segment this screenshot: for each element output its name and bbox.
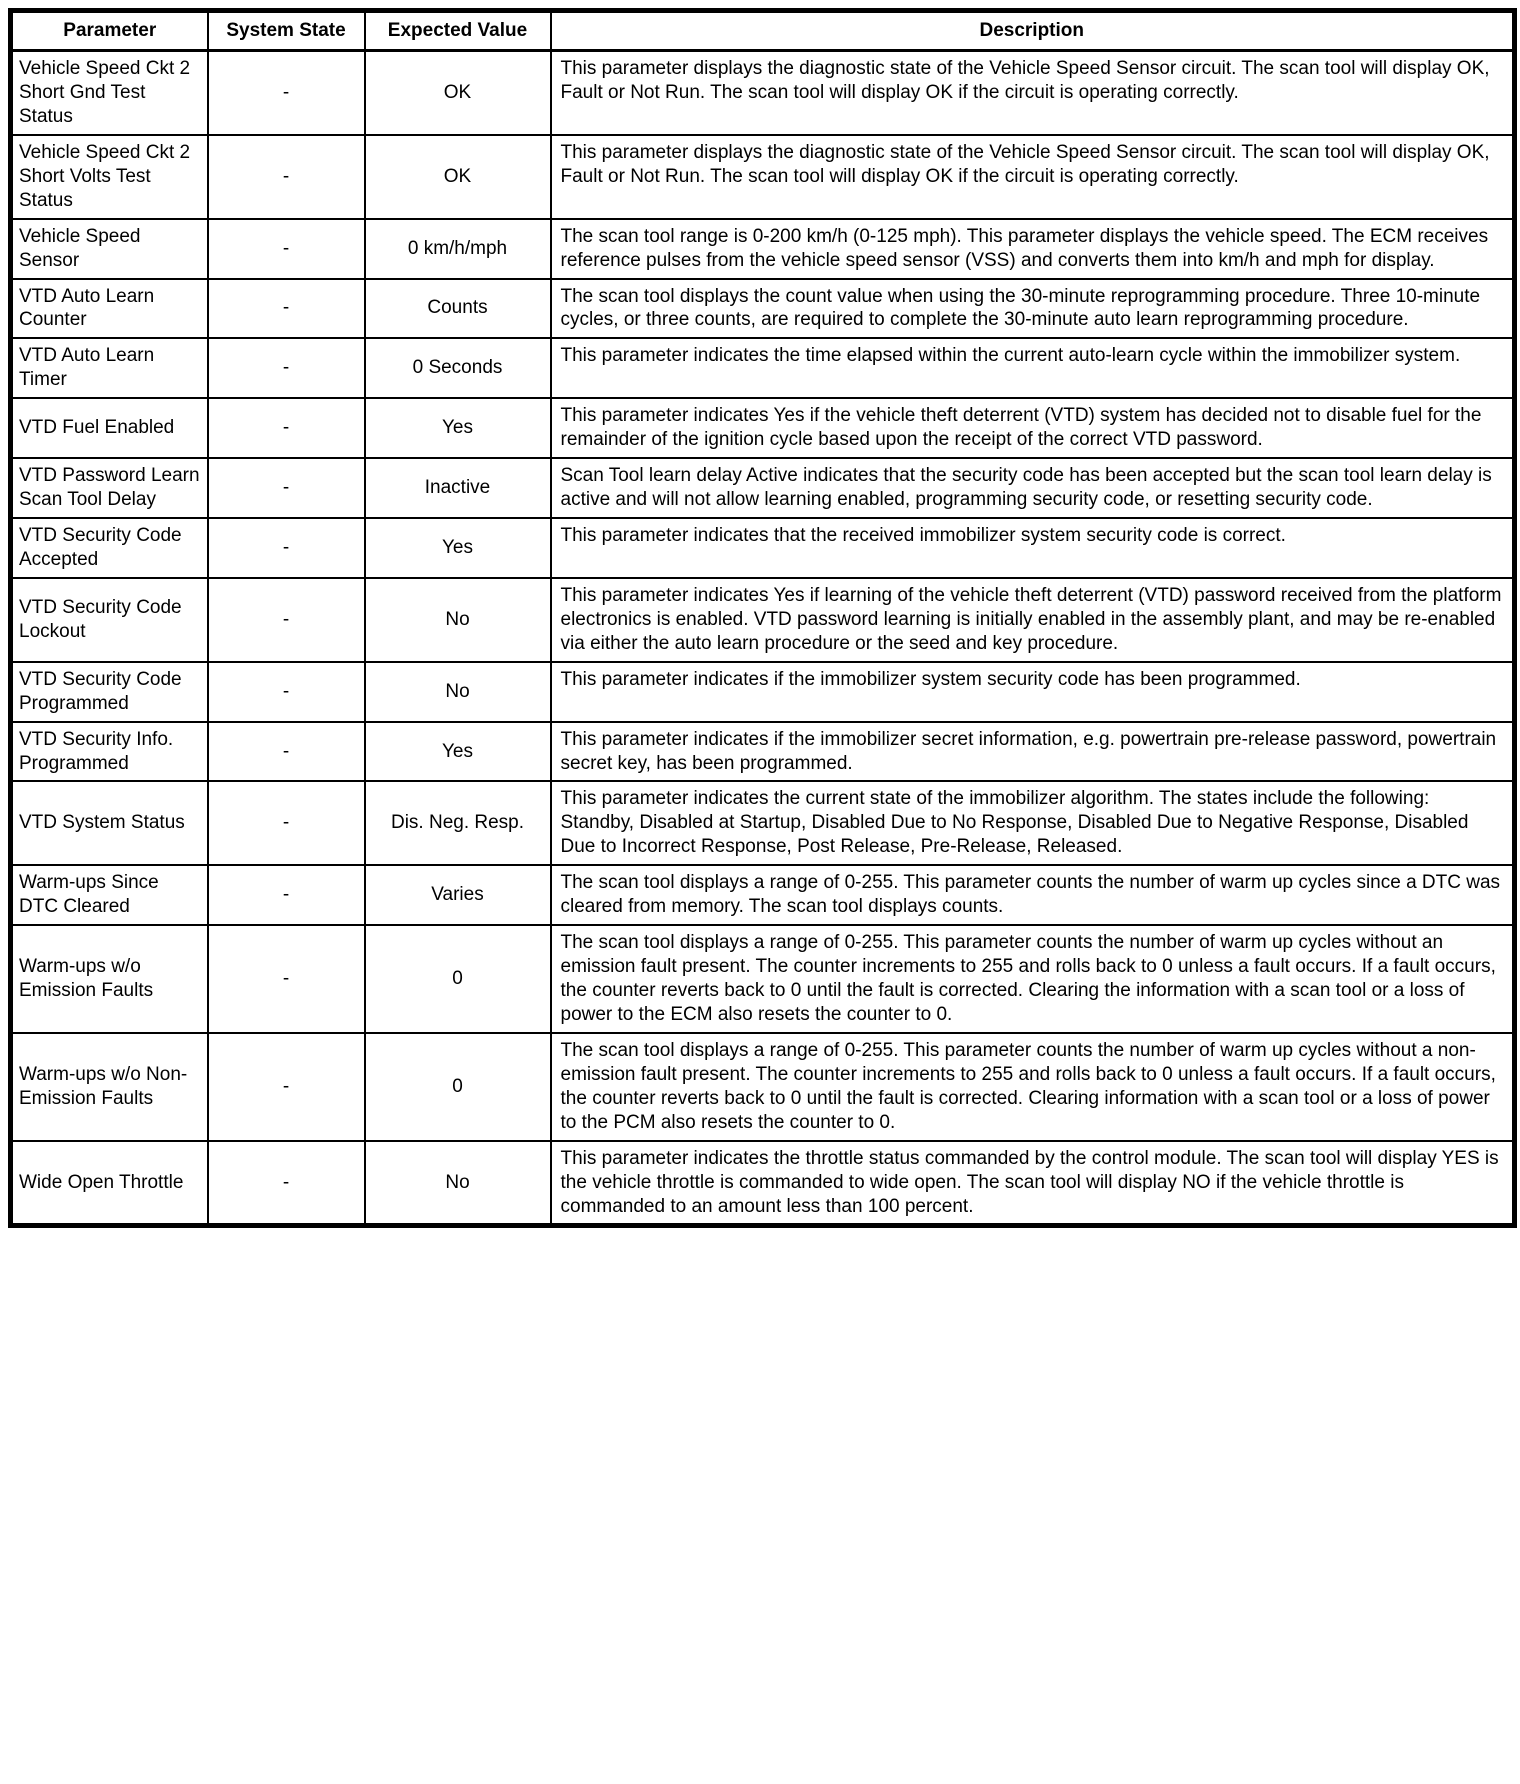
expected-value-cell: 0 <box>365 925 551 1033</box>
column-header-expected-value: Expected Value <box>365 11 551 51</box>
expected-value-cell: Yes <box>365 398 551 458</box>
description-cell: This parameter indicates Yes if the vehicle theft deterrent (VTD) system has decided not to disable fuel for the remainder of the ignition cycle based upon the receipt of the correct VTD password. <box>551 398 1515 458</box>
expected-value-cell: 0 <box>365 1033 551 1141</box>
column-header-parameter: Parameter <box>11 11 208 51</box>
parameter-cell: VTD Security Code Programmed <box>11 662 208 722</box>
table-row <box>11 219 1515 279</box>
column-header-system-state: System State <box>208 11 365 51</box>
system-state-cell: - <box>208 1033 365 1141</box>
system-state-cell: - <box>208 51 365 135</box>
expected-value-cell: 0 km/h/mph <box>365 219 551 279</box>
system-state-cell: - <box>208 1141 365 1226</box>
description-cell: This parameter displays the diagnostic state of the Vehicle Speed Sensor circuit. The scan tool will display OK, Fault or Not Run. The scan tool will display OK if the circuit is operating correctly. <box>551 135 1515 219</box>
parameter-cell: VTD Security Code Accepted <box>11 518 208 578</box>
description-cell: This parameter indicates the throttle status commanded by the control module. The scan tool will display YES is the vehicle throttle is commanded to wide open. The scan tool will display NO if the vehicle throttle is commanded to an amount less than 100 percent. <box>551 1141 1515 1226</box>
table-header <box>11 11 1515 51</box>
expected-value-cell: Varies <box>365 865 551 925</box>
table-row <box>11 279 1515 339</box>
parameter-cell: VTD Auto Learn Timer <box>11 338 208 398</box>
expected-value-cell: Inactive <box>365 458 551 518</box>
expected-value-cell: Counts <box>365 279 551 339</box>
system-state-cell: - <box>208 662 365 722</box>
system-state-cell: - <box>208 219 365 279</box>
table-row <box>11 925 1515 1033</box>
table-body <box>11 51 1515 1226</box>
parameter-cell: Vehicle Speed Sensor <box>11 219 208 279</box>
header-row <box>11 11 1515 51</box>
table-row <box>11 1033 1515 1141</box>
table-row <box>11 722 1515 782</box>
parameter-cell: Vehicle Speed Ckt 2 Short Volts Test Status <box>11 135 208 219</box>
description-cell: This parameter indicates Yes if learning of the vehicle theft deterrent (VTD) password received from the platform electronics is enabled. VTD password learning is initially enabled in the assembly plant, and may be re-enabled via either the auto learn procedure or the seed and key procedure. <box>551 578 1515 662</box>
parameter-cell: Warm-ups Since DTC Cleared <box>11 865 208 925</box>
table-row <box>11 781 1515 865</box>
description-cell: This parameter indicates the current state of the immobilizer algorithm. The states include the following: Standby, Disabled at Startup, Disabled Due to No Response, Disabled Due to Negative Response, Disabled Due to Incorrect Response, Post Release, Pre-Release, Released. <box>551 781 1515 865</box>
table-row <box>11 518 1515 578</box>
parameter-cell: VTD Password Learn Scan Tool Delay <box>11 458 208 518</box>
system-state-cell: - <box>208 722 365 782</box>
description-cell: This parameter indicates that the received immobilizer system security code is correct. <box>551 518 1515 578</box>
column-header-description: Description <box>551 11 1515 51</box>
table-row <box>11 338 1515 398</box>
description-cell: This parameter indicates the time elapsed within the current auto-learn cycle within the immobilizer system. <box>551 338 1515 398</box>
parameter-cell: Wide Open Throttle <box>11 1141 208 1226</box>
system-state-cell: - <box>208 458 365 518</box>
table-row <box>11 51 1515 135</box>
table-row <box>11 1141 1515 1226</box>
expected-value-cell: 0 Seconds <box>365 338 551 398</box>
system-state-cell: - <box>208 398 365 458</box>
description-cell: The scan tool displays a range of 0-255. This parameter counts the number of warm up cycles since a DTC was cleared from memory. The scan tool displays counts. <box>551 865 1515 925</box>
expected-value-cell: Dis. Neg. Resp. <box>365 781 551 865</box>
expected-value-cell: Yes <box>365 518 551 578</box>
parameter-cell: VTD Fuel Enabled <box>11 398 208 458</box>
parameter-cell: VTD Security Code Lockout <box>11 578 208 662</box>
system-state-cell: - <box>208 925 365 1033</box>
system-state-cell: - <box>208 338 365 398</box>
scan-tool-data-table <box>8 8 1517 1228</box>
table-row <box>11 578 1515 662</box>
expected-value-cell: OK <box>365 135 551 219</box>
parameter-cell: VTD System Status <box>11 781 208 865</box>
expected-value-cell: OK <box>365 51 551 135</box>
system-state-cell: - <box>208 781 365 865</box>
system-state-cell: - <box>208 865 365 925</box>
description-cell: The scan tool displays a range of 0-255. This parameter counts the number of warm up cycles without a non-emission fault present. The counter increments to 255 and rolls back to 0 unless a fault occurs. If a fault occurs, the counter reverts back to 0 until the fault is corrected. Clearing information with a scan tool or a loss of power to the PCM also resets the counter to 0. <box>551 1033 1515 1141</box>
description-cell: The scan tool range is 0-200 km/h (0-125 mph). This parameter displays the vehicle speed. The ECM receives reference pulses from the vehicle speed sensor (VSS) and converts them into km/h and mph for display. <box>551 219 1515 279</box>
description-cell: The scan tool displays the count value when using the 30-minute reprogramming procedure. Three 10-minute cycles, or three counts, are required to complete the 30-minute auto learn reprogramming procedure. <box>551 279 1515 339</box>
expected-value-cell: No <box>365 578 551 662</box>
expected-value-cell: Yes <box>365 722 551 782</box>
system-state-cell: - <box>208 518 365 578</box>
description-cell: This parameter indicates if the immobilizer system security code has been programmed. <box>551 662 1515 722</box>
system-state-cell: - <box>208 135 365 219</box>
parameter-cell: Warm-ups w/o Non-Emission Faults <box>11 1033 208 1141</box>
expected-value-cell: No <box>365 1141 551 1226</box>
description-cell: Scan Tool learn delay Active indicates that the security code has been accepted but the scan tool learn delay is active and will not allow learning enabled, programming security code, or resetting security code. <box>551 458 1515 518</box>
table-row <box>11 135 1515 219</box>
table-row <box>11 865 1515 925</box>
parameter-cell: Vehicle Speed Ckt 2 Short Gnd Test Status <box>11 51 208 135</box>
system-state-cell: - <box>208 279 365 339</box>
expected-value-cell: No <box>365 662 551 722</box>
table-row <box>11 662 1515 722</box>
system-state-cell: - <box>208 578 365 662</box>
table-row <box>11 398 1515 458</box>
table-row <box>11 458 1515 518</box>
description-cell: The scan tool displays a range of 0-255. This parameter counts the number of warm up cycles without an emission fault present. The counter increments to 255 and rolls back to 0 unless a fault occurs. If a fault occurs, the counter reverts back to 0 until the fault is corrected. Clearing the information with a scan tool or a loss of power to the ECM also resets the counter to 0. <box>551 925 1515 1033</box>
parameter-cell: VTD Auto Learn Counter <box>11 279 208 339</box>
parameter-cell: VTD Security Info. Programmed <box>11 722 208 782</box>
description-cell: This parameter indicates if the immobilizer secret information, e.g. powertrain pre-release password, powertrain secret key, has been programmed. <box>551 722 1515 782</box>
description-cell: This parameter displays the diagnostic state of the Vehicle Speed Sensor circuit. The scan tool will display OK, Fault or Not Run. The scan tool will display OK if the circuit is operating correctly. <box>551 51 1515 135</box>
parameter-cell: Warm-ups w/o Emission Faults <box>11 925 208 1033</box>
